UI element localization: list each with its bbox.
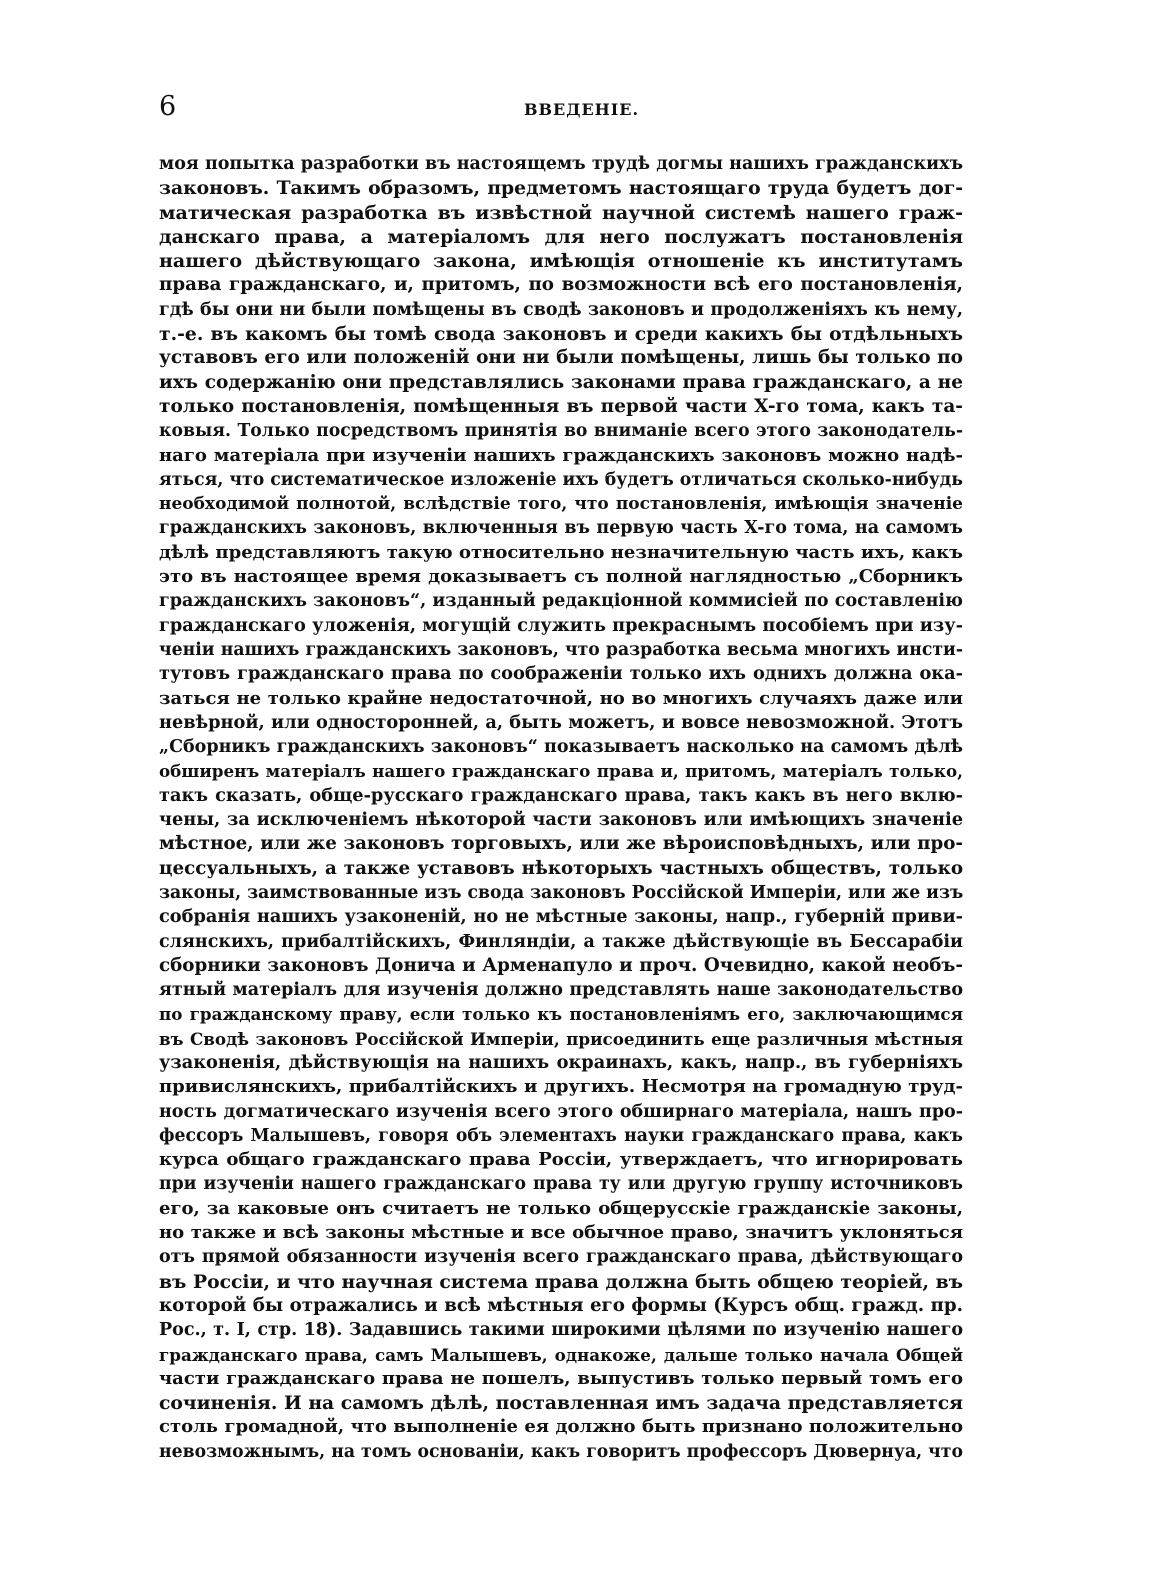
page-number: 6: [159, 91, 177, 122]
text-line: данскаго права, а матеріаломъ для него послужатъ постановленія: [159, 225, 963, 248]
text-line: гражданскаго уложенія, могущій служить прекраснымъ пособіемъ при изу-: [159, 614, 963, 636]
text-line: права гражданскаго, и, притомъ, по возможности всѣ его постановленія,: [159, 274, 963, 296]
text-line: ченіи нашихъ гражданскихъ законовъ, что разработка весьма многихъ инсти-: [159, 639, 963, 660]
text-line: гражданскаго права, самъ Малышевъ, однакоже, дальше только начала Общей: [159, 1344, 963, 1365]
text-line: матическая разработка въ извѣстной научной системѣ нашего граж-: [159, 201, 963, 224]
text-line: которой бы отражались и всѣ мѣстныя его формы (Курсъ общ. гражд. пр.: [159, 1294, 963, 1316]
text-line: гражданскихъ законовъ, включенныя въ первую часть X-го тома, на самомъ: [159, 518, 963, 539]
text-line: ихъ содержанію они представлялись законами права гражданскаго, а не: [159, 371, 963, 393]
text-line: „Сборникъ гражданскихъ законовъ“ показываетъ насколько на самомъ дѣлѣ: [159, 737, 963, 758]
text-line: гражданскихъ законовъ“, изданный редакціонной коммисіей по составленію: [159, 591, 963, 612]
text-line: цессуальныхъ, а также уставовъ нѣкоторыхъ частныхъ обществъ, только: [159, 857, 963, 879]
text-line: нашего дѣйствующаго закона, имѣющія отношеніе къ институтамъ: [159, 250, 963, 273]
text-line: курса общаго гражданскаго права Россіи, утверждаетъ, что игнорировать: [159, 1149, 963, 1171]
text-line: необходимой полнотой, вслѣдствіе того, что постановленія, имѣющія значеніе: [159, 494, 963, 515]
text-line: сочиненія. И на самомъ дѣлѣ, поставленная имъ задача представляется: [159, 1392, 963, 1415]
text-line: законовъ. Такимъ образомъ, предметомъ настоящаго труда будетъ дог-: [159, 177, 963, 200]
text-line: это въ настоящее время доказываетъ съ полной наглядностью „Сборникъ: [159, 566, 963, 588]
text-line: невозможнымъ, на томъ основаніи, какъ говоритъ профессоръ Дювернуа, что: [159, 1441, 963, 1462]
text-line: только постановленія, помѣщенныя въ первой части X-го тома, какъ та-: [159, 395, 963, 417]
text-line: столь громадной, что выполненіе ея должно быть признано положительно: [159, 1416, 963, 1438]
text-line: моя попытка разработки въ настоящемъ трудѣ догмы нашихъ гражданскихъ: [159, 154, 963, 174]
text-line: гдѣ бы они ни были помѣщены въ сводѣ законовъ и продолженіяхъ къ нему,: [159, 299, 963, 320]
text-line: но также и всѣ законы мѣстные и все обычное право, значитъ уклоняться: [159, 1222, 963, 1244]
text-line: дѣлѣ представляютъ такую относительно незначительную часть ихъ, какъ: [159, 541, 963, 563]
text-line: обширенъ матеріалъ нашего гражданскаго права и, притомъ, матеріалъ только,: [159, 761, 963, 782]
text-line: такъ сказать, обще-русскаго гражданскаго права, такъ какъ въ него вклю-: [159, 784, 963, 806]
text-line: узаконенія, дѣйствующія на нашихъ окраинахъ, какъ, напр., въ губерніяхъ: [159, 1051, 963, 1073]
text-line: ятный матеріалъ для изученія должно представлять наше законодательство: [159, 980, 963, 1001]
text-line: отъ прямой обязанности изученія всего гражданскаго права, дѣйствующаго: [159, 1247, 963, 1268]
text-line: законы, заимствованные изъ свода законовъ Россійской Имперіи, или же изъ: [159, 882, 963, 903]
body-text: [159, 152, 963, 1464]
text-line: въ Россіи, и что научная система права должна быть общею теоріей, въ: [159, 1270, 963, 1293]
text-line: сборники законовъ Донича и Арменапуло и проч. Очевидно, какой необъ-: [159, 954, 963, 976]
text-line: тутовъ гражданскаго права по соображеніи только ихъ однихъ должна ока-: [159, 663, 963, 685]
text-line: фессоръ Малышевъ, говоря объ элементахъ науки гражданскаго права, какъ: [159, 1125, 963, 1146]
text-line: ковыя. Только посредствомъ принятія во вниманіе всего этого законодатель-: [159, 421, 963, 442]
text-line: въ Сводѣ законовъ Россійской Имперіи, присоединить еще различныя мѣстныя: [159, 1028, 963, 1049]
text-line: его, за каковые онъ считаетъ не только общерусскіе гражданскіе законы,: [159, 1197, 963, 1219]
text-line: привислянскихъ, прибалтійскихъ и другихъ. Несмотря на громадную труд-: [159, 1076, 963, 1098]
text-line: уставовъ его или положеній они ни были помѣщены, лишь бы только по: [159, 347, 963, 369]
text-line: слянскихъ, прибалтійскихъ, Финляндіи, а также дѣйствующіе въ Бессарабіи: [159, 931, 963, 952]
text-line: т.-е. въ какомъ бы томѣ свода законовъ и среди какихъ бы отдѣльныхъ: [159, 323, 963, 346]
text-line: заться не только крайне недостаточной, но во многихъ случаяхъ даже или: [159, 687, 963, 709]
text-line: наго матеріала при изученіи нашихъ гражданскихъ законовъ можно надѣ-: [159, 444, 963, 466]
text-line: яться, что систематическое изложеніе ихъ будетъ отличаться сколько-нибудь: [159, 469, 963, 490]
text-line: собранія нашихъ узаконеній, но не мѣстные законы, напр., губерній приви-: [159, 906, 963, 928]
text-line: мѣстное, или же законовъ торговыхъ, или же вѣроисповѣдныхъ, или про-: [159, 833, 963, 855]
running-head: ВВЕДЕНІЕ.: [523, 100, 640, 119]
text-line: при изученіи нашего гражданскаго права ту или другую группу источниковъ: [159, 1174, 963, 1195]
text-line: невѣрной, или односторонней, а, быть можетъ, и вовсе невозможной. Этотъ: [159, 711, 963, 733]
text-line: чены, за исключеніемъ нѣкоторой части законовъ или имѣющихъ значеніе: [159, 809, 963, 831]
text-line: Рос., т. I, стр. 18). Задавшись такими широкими цѣлями по изученію нашего: [159, 1320, 963, 1341]
text-line: ность догматическаго изученія всего этого обширнаго матеріала, нашъ про-: [159, 1101, 963, 1122]
text-line: части гражданскаго права не пошелъ, выпустивъ только первый томъ его: [159, 1367, 963, 1389]
text-line: по гражданскому праву, если только къ постановленіямъ его, заключающимся: [159, 1004, 963, 1025]
